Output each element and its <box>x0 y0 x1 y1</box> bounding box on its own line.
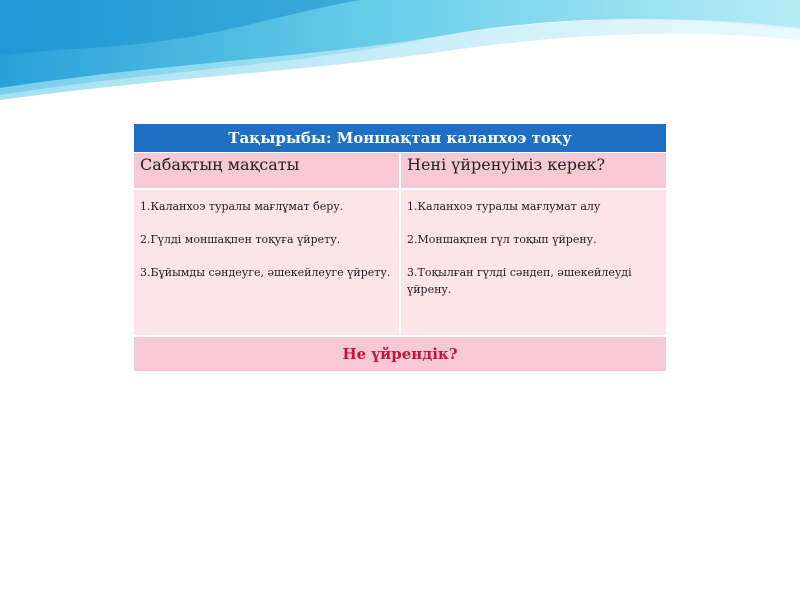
wave-decoration <box>0 0 800 100</box>
goals-cell <box>134 189 400 336</box>
goal-item: 2.Гүлді моншақпен тоқуға үйрету. <box>140 233 341 246</box>
col-header-learn: Нені үйренуіміз керек? <box>400 153 666 190</box>
lesson-table <box>134 124 666 371</box>
goal-item: 3.Бұйымды сәндеуге, әшекейлеуге үйрету. <box>140 266 391 279</box>
learn-item: 2.Моншақпен гүл тоқып үйрену. <box>407 233 597 246</box>
learn-cell <box>400 189 666 336</box>
table-title: Тақырыбы: Моншақтан каланхоэ тоқу <box>134 124 666 153</box>
col-header-goals: Сабақтың мақсаты <box>134 153 400 190</box>
learn-item: 3.Тоқылған гүлді сәндеп, әшекейлеуді үйрену. <box>407 266 632 296</box>
learn-item: 1.Каланхоэ туралы мағлумат алу <box>407 200 601 213</box>
what-learned-footer: Не үйрендік? <box>134 336 666 371</box>
goal-item: 1.Каланхоэ туралы мағлұмат беру. <box>140 200 344 213</box>
